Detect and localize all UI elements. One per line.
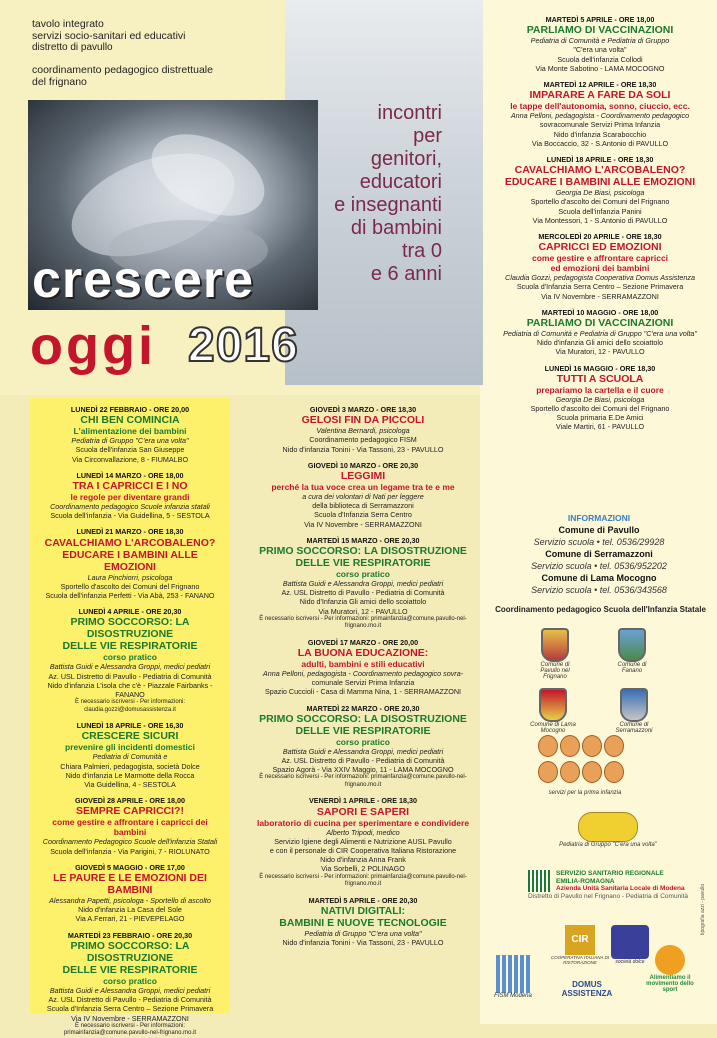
event-subtitle: le tappe dell'autonomia, sonno, ciuccio, ecc. (510, 101, 690, 112)
event-item (36, 527, 224, 600)
event-line: Nido d'infanzia La Casa del Sole (78, 905, 182, 915)
tagline-line: educatori (359, 171, 442, 193)
event-title: PARLIAMO DI VACCINAZIONI (526, 24, 674, 37)
info-name: Comune di Serramazzoni (545, 549, 653, 559)
event-item (36, 931, 224, 1038)
event-date: LUNEDÌ 4 APRILE - ORE 20,30 (78, 607, 182, 617)
event-line: Via Muratori, 12 - PAVULLO (318, 606, 408, 616)
event-date: GIOVEDÌ 17 MARZO - ORE 20,00 (307, 637, 419, 647)
event-line: Sportello d'ascolto dei Comuni del Frignano (530, 404, 670, 414)
logo-fism: FISM Modena (488, 955, 538, 999)
event-line: Via A.Ferrari, 21 - PIEVEPELAGO (75, 914, 185, 924)
event-date: LUNEDÌ 21 MARZO - ORE 18,30 (76, 527, 184, 537)
event-line: Battista Guidi e Alessandra Groppi, medici pediatri (49, 985, 211, 995)
event-line: Pediatria di Gruppo "C'era una volta" (304, 928, 422, 938)
event-line: Viale Martiri, 61 - PAVULLO (555, 422, 645, 432)
event-line: Via Boccaccio, 32 - S.Antonio di PAVULLO (531, 138, 669, 148)
house-icon (578, 812, 638, 842)
event-item (36, 405, 224, 464)
event-date: VENERDÌ 1 APRILE - ORE 18,30 (309, 796, 417, 806)
event-line: Scuola dell'infanzia Collodi (557, 54, 643, 64)
info-heading: INFORMAZIONI (567, 513, 631, 523)
event-line: Nido d'infanzia Anna Frank (320, 855, 406, 865)
event-line: Pediatria di Comunità e Pediatria di Gruppo (530, 36, 670, 46)
event-item (36, 863, 224, 924)
event-line: Pediatria di Comunità e (92, 752, 168, 762)
ssr-icon (528, 870, 550, 892)
event-subtitle: corso pratico (103, 975, 157, 986)
logo-prima-infanzia: servizi per la prima infanzia (548, 790, 622, 796)
event-line: Coordinamento Pedagogico Scuole dell'infanzia Statali (42, 837, 218, 847)
header-line: distretto di pavullo (32, 42, 113, 53)
event-title: TRA I CAPRICCI E I NO (72, 480, 188, 493)
event-note: È necessario iscriversi - Per informazioni: primainfanzia@comune.pavullo-nel-frignano.mo.it (259, 615, 467, 630)
credit: tipografia azzi - pavullo (700, 883, 706, 935)
event-date: LUNEDÌ 14 MARZO - ORE 18,00 (76, 470, 184, 480)
event-title: LE PAURE E LE EMOZIONI DEI BAMBINI (53, 872, 207, 897)
event-line: Coordinamento pedagogico FISM (309, 435, 417, 445)
event-line: Sportello d'ascolto dei Comuni del Frignano (60, 581, 200, 591)
event-line: Georgia De Biasi, psicologa (555, 188, 645, 198)
info-phone: Servizio scuola • tel. 0536/343568 (531, 585, 667, 595)
logo-alimentiamo: Alimentiamo il movimento dello sport (640, 945, 700, 993)
event-item (484, 15, 716, 73)
title-oggi: oggi (30, 316, 156, 376)
event-title: GELOSI FIN DA PICCOLI (301, 414, 425, 427)
event-line: Claudia Gozzi, pedagogista Cooperativa Domus Assistenza (505, 273, 695, 283)
event-line: Scuola dell'infanzia Perfetti - Via Abà, 253 - FANANO (45, 591, 215, 601)
event-line: Sportello d'ascolto dei Comuni del Frignano (530, 197, 670, 207)
logo-dolce: società dolce (608, 925, 652, 965)
event-line: Battista Guidi e Alessandra Groppi, medici pediatri (282, 746, 444, 756)
event-subtitle: come gestire e affrontare i capricci dei bambini (52, 817, 208, 838)
event-title: CAPRICCI ED EMOZIONI (538, 241, 662, 254)
event-date: LUNEDÌ 18 APRILE - ORE 16,30 (76, 721, 184, 731)
event-item (248, 461, 478, 529)
event-line: Nido d'infanzia Le Marmotte della Rocca (65, 770, 195, 780)
event-line: Scuola d'Infanzia Serra Centro – Sezione Primavera (46, 1004, 214, 1014)
event-item (484, 155, 716, 225)
event-title: PRIMO SOCCORSO: LA DISOSTRUZIONE (259, 712, 467, 725)
event-line: Via Montessori, 1 - S.Antonio di PAVULLO (532, 215, 668, 225)
logo-fanano: Comune di Fanano (612, 628, 652, 674)
logo-lama: Comune di Lama Mocogno (525, 688, 581, 734)
event-line: Via Monte Sabotino - LAMA MOCOGNO (535, 63, 665, 73)
event-subtitle: laboratorio di cucina per sperimentare e condividere (256, 817, 470, 828)
event-note: È necessario iscriversi - Per informazioni: primainfanzia@comune.pavullo-nel-frignano.mo.it (259, 873, 467, 888)
cir-icon: CIR (565, 925, 595, 955)
event-title: EDUCARE I BAMBINI ALLE EMOZIONI (504, 176, 696, 189)
event-line: Scuola dell'infanzia - Via Guidellina, 5 - SESTOLA (50, 511, 210, 521)
tagline-line: e insegnanti (334, 194, 442, 216)
event-line: Alessandra Papetti, psicologa - Sportello di ascolto (49, 896, 211, 906)
event-date: MARTEDÌ 15 MARZO - ORE 20,30 (306, 535, 420, 545)
fism-icon (496, 955, 530, 993)
tagline-line: tra 0 (401, 240, 442, 262)
event-item (36, 471, 224, 521)
event-date: MARTEDÌ 5 APRILE - ORE 20,30 (308, 895, 418, 905)
event-title: SEMPRE CAPRICCI?! (76, 805, 184, 818)
event-item (248, 536, 478, 631)
event-subtitle: adulti, bambini e stili educativi (301, 659, 425, 670)
tagline-line: per (413, 125, 442, 147)
event-title: DELLE VIE RESPIRATORIE (62, 963, 198, 976)
event-line: a cura dei volontari di Nati per leggere (302, 492, 424, 502)
event-title: CHI BEN COMINCIA (80, 414, 180, 427)
event-title: TUTTI A SCUOLA (556, 372, 644, 385)
event-subtitle: corso pratico (336, 736, 390, 747)
event-item (248, 796, 478, 888)
event-item (248, 704, 478, 790)
sun-icon (655, 945, 685, 975)
kids-logo (538, 735, 628, 785)
event-line: Nido d'Infanzia Gli amici dello scoiattolo (299, 597, 427, 607)
event-date: GIOVEDÌ 10 MARZO - ORE 20,30 (307, 460, 419, 470)
event-line: Nido d'infanzia L'isola che c'è - Piazzale Fairbanks - FANANO (47, 680, 213, 700)
header-line: tavolo integrato (32, 18, 104, 30)
logo-pediatria: Pediatria di Gruppo "C'era una volta" (538, 812, 678, 848)
event-subtitle: corso pratico (336, 569, 390, 580)
event-line: Pediatria di Comunità e Pediatria di Gruppo "C'era una volta" (503, 329, 697, 339)
event-line: Battista Guidi e Alessandra Groppi, medici pediatri (282, 579, 444, 589)
event-line: Via Circonvallazione, 8 - FIUMALBO (71, 454, 189, 464)
event-item (484, 80, 716, 148)
event-date: MERCOLEDÌ 20 APRILE - ORE 18,30 (538, 232, 662, 242)
event-line: Scuola dell'infanzia Panini (558, 206, 642, 216)
event-date: LUNEDÌ 22 FEBBRAIO - ORE 20,00 (70, 405, 190, 414)
header-line: servizi socio-sanitari ed educativi (32, 30, 186, 42)
event-line: Spazio Agorà - Via XXIV Maggio, 11 - LAMA MOCOGNO (272, 765, 454, 775)
event-title: PRIMO SOCCORSO: LA DISOSTRUZIONE (70, 939, 190, 964)
event-title: SAPORI E SAPERI (316, 805, 410, 818)
event-item (484, 308, 716, 357)
event-line: Nido d'infanzia Gli amici dello scoiattolo (536, 338, 664, 348)
event-line: Via Muratori, 12 - PAVULLO (555, 347, 645, 357)
event-line: "C'era una volta" (573, 45, 627, 55)
event-item (36, 607, 224, 714)
event-note: È necessario iscriversi - Per informazioni: primainfanzia@comune.pavullo-nel-frignano.mo.it (63, 1022, 197, 1037)
ssr-logo: SERVIZIO SANITARIO REGIONALE EMILIA-ROMAGNA Azienda Unità Sanitaria Locale di Modena Distretto di Pavullo nel Frignano - Pediatria di Comunità (528, 870, 689, 900)
event-title: DELLE VIE RESPIRATORIE (295, 724, 431, 737)
tagline-line: di bambini (350, 217, 442, 239)
event-line: Battista Guidi e Alessandra Groppi, medici pediatri (49, 662, 211, 672)
event-title: DELLE VIE RESPIRATORIE (62, 640, 198, 653)
event-line: Via Guidellina, 4 - SESTOLA (84, 780, 176, 790)
tagline-line: incontri (377, 102, 442, 124)
event-line: Chiara Palmieri, pedagogista, società Dolce (60, 761, 200, 771)
event-subtitle: le regole per diventare grandi (70, 492, 190, 503)
event-line: Georgia De Biasi, psicologa (555, 394, 645, 404)
event-subtitle: prepariamo la cartella e il cuore (536, 384, 664, 395)
event-line: Az. USL Distretto di Pavullo - Pediatria di Comunità (281, 588, 445, 598)
event-line: Via Sorbelli, 2 POLINAGO (321, 864, 405, 874)
header-block (32, 18, 282, 88)
event-line: Anna Pelloni, pedagogista - Coordinamento pedagogico sovra- (262, 669, 464, 679)
event-title: NATIVI DIGITALI: (320, 904, 406, 917)
event-title: CRESCERE SICURI (81, 730, 179, 743)
event-item (248, 896, 478, 948)
event-date: MARTEDÌ 12 APRILE - ORE 18,30 (543, 80, 657, 90)
event-title: LA BUONA EDUCAZIONE: (297, 647, 429, 660)
info-name: Comune di Lama Mocogno (541, 573, 657, 583)
event-date: GIOVEDÌ 3 MARZO - ORE 18,30 (309, 405, 417, 414)
event-line: Scuola dell'infanzia San Giuseppe (75, 445, 185, 455)
info-phone: Servizio scuola • tel. 0536/952202 (531, 561, 667, 571)
header-line: del frignano (32, 76, 87, 88)
event-title: BAMBINI E NUOVE TECNOLOGIE (279, 916, 447, 929)
event-line: comunale Servizi Prima Infanzia (311, 678, 415, 688)
event-note: È necessario iscriversi - Per informazioni: primainfanzia@comune.pavullo-nel-frignano.mo.it (259, 774, 467, 788)
event-subtitle: corso pratico (103, 652, 157, 663)
event-line: Az. USL Distretto di Pavullo - Pediatria di Comunità (48, 995, 212, 1005)
event-title: PRIMO SOCCORSO: LA DISOSTRUZIONE (70, 616, 190, 641)
event-item (248, 638, 478, 697)
event-line: Anna Pelloni, pedagogista - Coordinamento pedagogico (510, 111, 690, 121)
event-date: MARTEDÌ 5 APRILE - ORE 18,00 (545, 15, 655, 24)
event-title: PRIMO SOCCORSO: LA DISOSTRUZIONE (259, 545, 467, 558)
event-date: MARTEDÌ 23 FEBBRAIO - ORE 20,30 (67, 930, 193, 940)
event-line: Scuola primaria E.De Amici (556, 413, 644, 423)
event-subtitle: come gestire e affrontare capricci (531, 253, 669, 264)
info-name: Comune di Pavullo (558, 525, 640, 535)
event-title: DELLE VIE RESPIRATORIE (295, 557, 431, 570)
event-note: È necessario iscriversi - Per informazioni: claudia.gozzi@domusassistenza.it (74, 699, 186, 713)
event-line: Pediatria di Gruppo "C'era una volta" (71, 436, 189, 446)
event-line: Via IV Novembre - SERRAMAZZONI (541, 291, 659, 301)
crest-icon (618, 628, 646, 662)
title-crescere: crescere (32, 251, 254, 309)
crest-icon (539, 688, 567, 722)
middle-column (248, 398, 478, 947)
event-subtitle: prevenire gli incidenti domestici (65, 742, 195, 753)
event-date: MARTEDÌ 22 MARZO - ORE 20,30 (306, 703, 420, 713)
left-column (30, 398, 230, 1037)
event-date: GIOVEDÌ 5 MAGGIO - ORE 17,00 (75, 862, 185, 872)
event-line: Servizio Igiene degli Alimenti e Nutrizione AUSL Pavullo (274, 836, 452, 846)
tagline (300, 102, 442, 286)
crest-icon (541, 628, 569, 662)
crest-icon (620, 688, 648, 722)
event-line: Nido d'infanzia Tonini - Via Tassoni, 23 - PAVULLO (282, 444, 444, 454)
event-date: MARTEDÌ 10 MAGGIO - ORE 18,00 (541, 307, 659, 317)
event-item (36, 721, 224, 789)
event-line: Valentina Bernardi, psicologa (316, 426, 410, 436)
event-line: Az. USL Distretto di Pavullo - Pediatria di Comunità (48, 671, 212, 681)
event-line: Spazio Cuccioli - Casa di Mamma Nina, 1 - SERRAMAZZONI (264, 687, 462, 697)
event-line: Nido d'infanzia Tonini - Via Tassoni, 23 - PAVULLO (282, 938, 444, 948)
title-year: 2016 (188, 319, 299, 372)
event-line: Coordinamento pedagogico Scuole infanzia statali (50, 502, 210, 512)
event-line: della biblioteca di Serramazzoni (312, 501, 414, 511)
event-title: PARLIAMO DI VACCINAZIONI (526, 317, 674, 330)
event-line: Laura Pinchiorri, psicologa (87, 572, 173, 582)
event-title: LEGGIMI (340, 470, 386, 483)
event-line: e con il personale di CIR Cooperativa Italiana Ristorazione (269, 846, 457, 856)
event-item (484, 232, 716, 301)
event-title: IMPARARE A FARE DA SOLI (529, 89, 671, 102)
info-block (496, 512, 702, 596)
tagline-line: e 6 anni (370, 263, 442, 285)
logo-pavullo: Comune di Pavullo nel Frignano (530, 628, 580, 680)
event-subtitle: perché la tua voce crea un legame tra te e me (271, 482, 455, 493)
event-date: GIOVEDÌ 28 APRILE - ORE 18,00 (75, 796, 185, 806)
coord-label: Coordinamento pedagogico Scuola dell'Infanzia Statale (495, 605, 706, 614)
event-line: Az. USL Distretto di Pavullo - Pediatria di Comunità (281, 756, 445, 766)
event-subtitle: L'alimentazione dei bambini (73, 426, 187, 437)
event-item (36, 796, 224, 856)
event-title: CAVALCHIAMO L'ARCOBALENO? (44, 536, 216, 549)
logo-domus: DOMUS ASSISTENZA (561, 980, 613, 998)
event-item (248, 405, 478, 454)
event-line: Scuola d'Infanzia Serra Centro – Sezione Primavera (516, 282, 684, 292)
right-column (484, 8, 716, 432)
event-line: Via IV Novembre - SERRAMAZZONI (304, 519, 422, 529)
tagline-line: genitori, (370, 148, 442, 170)
event-date: LUNEDÌ 16 MAGGIO - ORE 18,30 (544, 363, 656, 373)
event-line: Via IV Novembre - SERRAMAZZONI (71, 1013, 189, 1023)
event-line: Alberto Tripodi, medico (326, 827, 400, 837)
event-title: CAVALCHIAMO L'ARCOBALENO? (514, 164, 686, 177)
event-item (484, 364, 716, 432)
logo-serra: Comune di Serramazzoni (608, 688, 660, 734)
event-line: Scuola dell'infanzia - Via Parigini, 7 - RIOLUNATO (50, 846, 210, 856)
event-subtitle: ed emozioni dei bambini (550, 263, 650, 274)
logo-cir: CIR COOPERATIVA ITALIANA DI RISTORAZIONE (540, 925, 620, 965)
event-line: Scuola d'Infanzia Serra Centro (314, 510, 412, 520)
event-date: LUNEDÌ 18 APRILE - ORE 18,30 (546, 155, 654, 165)
info-phone: Servizio scuola • tel. 0536/29928 (533, 537, 665, 547)
event-line: sovracomunale Servizi Prima Infanzia (539, 120, 661, 130)
event-line: Nido d'infanzia Scarabocchio (553, 129, 647, 139)
header-line: coordinamento pedagogico distrettuale (32, 64, 213, 76)
event-title: EDUCARE I BAMBINI ALLE EMOZIONI (62, 548, 198, 573)
